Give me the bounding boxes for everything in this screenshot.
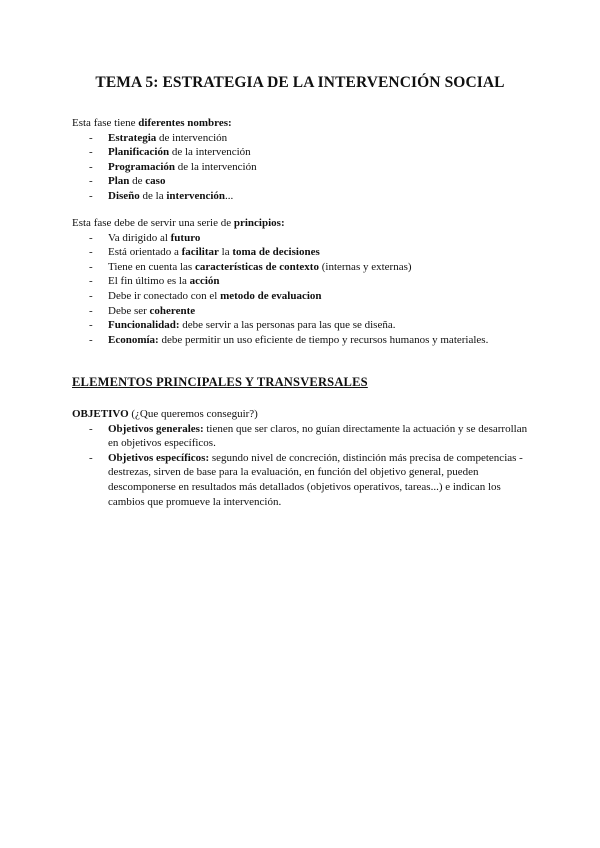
list-item: - Objetivos generales: tienen que ser claros, no guían directamente la actuación y se desarrollan en objetivos específicos. [72,422,532,451]
principles-intro: Esta fase debe de servir una serie de principios: [72,217,285,229]
elements-heading: ELEMENTOS PRINCIPALES Y TRANSVERSALES [72,375,368,389]
list-item: - Economía: debe permitir un uso eficiente de tiempo y recursos humanos y materiales. [72,333,532,348]
list-item: - Objetivos específicos: segundo nivel de concreción, distinción más precisa de competencias - destrezas, sirven de base para la evaluación, en función del objetivo general, pueden descomponerse en resultados más detallados (objetivos operativos, tareas...) e indican los cambios que promueve la intervención. [72,451,532,509]
list-item: - Está orientado a facilitar la toma de decisiones [72,245,532,260]
principles-section [72,216,532,347]
list-item: - Funcionalidad: debe servir a las personas para las que se diseña. [72,318,532,333]
names-list [72,131,532,204]
list-item: - El fin último es la acción [72,274,532,289]
list-item: - Tiene en cuenta las características de contexto (internas y externas) [72,260,532,275]
objectives-list [72,422,532,510]
list-item: - Plan de caso [72,174,532,189]
names-intro: Esta fase tiene diferentes nombres: [72,117,232,129]
objective-label: OBJETIVO (¿Que queremos conseguir?) [72,408,258,420]
list-item: - Diseño de la intervención... [72,189,532,204]
list-item: - Debe ir conectado con el metodo de evaluacion [72,289,532,304]
list-item: - Estrategia de intervención [72,131,532,146]
list-item: - Va dirigido al futuro [72,231,532,246]
list-item: - Debe ser coherente [72,304,532,319]
list-item: - Programación de la intervención [72,160,532,175]
objective-section [72,407,532,509]
principles-list [72,231,532,348]
page-title: TEMA 5: ESTRATEGIA DE LA INTERVENCIÓN SOCIAL [95,74,505,91]
list-item: - Planificación de la intervención [72,145,532,160]
names-section [72,116,532,204]
